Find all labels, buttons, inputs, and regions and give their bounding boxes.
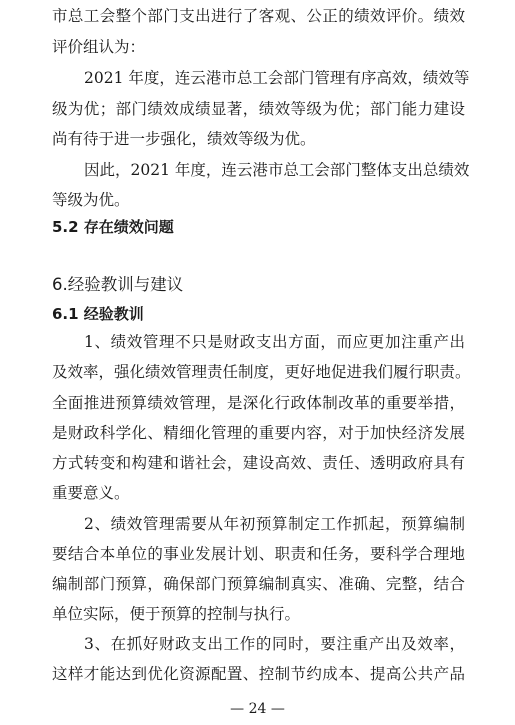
text-line: 级为优；部门绩效成绩显著，绩效等级为优；部门能力建设 [52, 100, 465, 118]
text-line: 及效率，强化绩效管理责任制度，更好地促进我们履行职责。 [52, 363, 471, 381]
text-line: 重要意义。 [52, 484, 130, 502]
text-line: 等级为优。 [52, 191, 130, 209]
text-line: 1、绩效管理不只是财政支出方面，而应更加注重产出 [84, 333, 465, 351]
section-heading-6: 6.经验教训与建议 [52, 275, 184, 294]
text-line: 市总工会整个部门支出进行了客观、公正的绩效评价。绩效 [52, 7, 465, 25]
text-line: 3、在抓好财政支出工作的同时，要注重产出及效率， [84, 635, 465, 653]
page-number: — 24 — [230, 701, 285, 717]
text-line: 要结合本单位的事业发展计划、职责和任务，要科学合理地 [52, 545, 465, 563]
text-line: 2021 年度，连云港市总工会部门管理有序高效，绩效等 [84, 69, 470, 87]
text-line: 方式转变和构建和谐社会，建设高效、责任、透明政府具有 [52, 454, 465, 472]
text-line: 2、绩效管理需要从年初预算制定工作抓起，预算编制 [84, 515, 465, 533]
text-line: 全面推进预算绩效管理，是深化行政体制改革的重要举措， [52, 394, 465, 412]
section-heading-6-1: 6.1 经验教训 [52, 305, 144, 323]
text-line: 这样才能达到优化资源配置、控制节约成本、提高公共产品 [52, 665, 465, 683]
text-line: 评价组认为： [52, 38, 146, 56]
text-line: 尚有待于进一步强化，绩效等级为优。 [52, 130, 316, 148]
text-line: 单位实际，便于预算的控制与执行。 [52, 605, 301, 623]
text-line: 编制部门预算，确保部门预算编制真实、准确、完整，结合 [52, 575, 465, 593]
text-line: 是财政科学化、精细化管理的重要内容，对于加快经济发展 [52, 424, 465, 442]
text-line: 因此，2021 年度，连云港市总工会部门整体支出总绩效 [84, 161, 470, 179]
section-heading-5-2: 5.2 存在绩效问题 [52, 218, 174, 236]
